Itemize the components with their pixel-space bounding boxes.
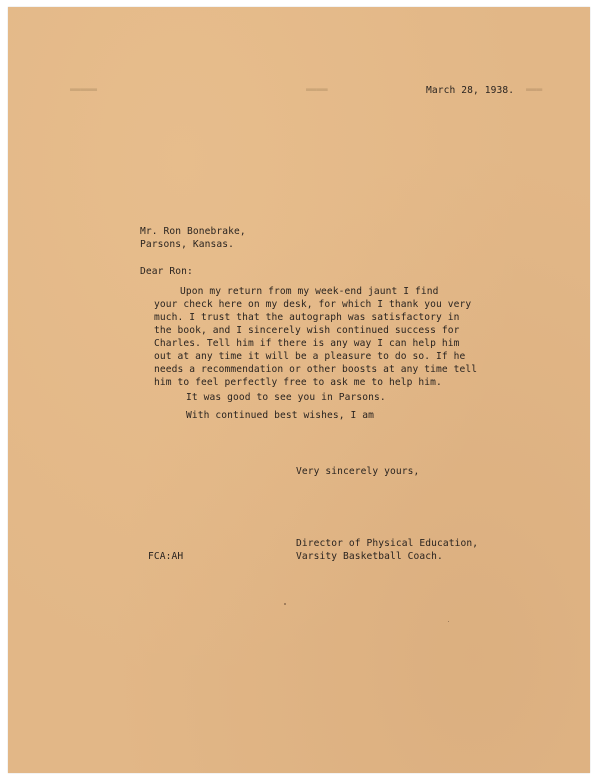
body-line: out at any time it will be a pleasure to do so. If he: [154, 351, 466, 362]
letter-date: March 28, 1938.: [426, 85, 515, 96]
letter-paper: [8, 7, 590, 773]
body-line: needs a recommendation or other boosts at any time tell: [154, 364, 478, 375]
recipient-name: Mr. Ron Bonebrake,: [140, 226, 246, 237]
body-paragraph-3: With continued best wishes, I am: [186, 410, 375, 421]
body-paragraph-2: It was good to see you in Parsons.: [186, 392, 386, 403]
bleed-through-mark: ▬▬▬▬: [306, 85, 328, 95]
body-line: much. I trust that the autograph was satisfactory in: [154, 312, 460, 323]
salutation: Dear Ron:: [140, 266, 193, 277]
typist-initials: FCA:AH: [148, 551, 184, 562]
body-line: Upon my return from my week-end jaunt I find: [180, 286, 439, 297]
recipient-city: Parsons, Kansas.: [140, 239, 235, 250]
body-line: Charles. Tell him if there is any way I can help him: [154, 338, 460, 349]
closing: Very sincerely yours,: [296, 466, 420, 477]
signature-title-line-2: Varsity Basketball Coach.: [296, 551, 443, 562]
body-line: him to feel perfectly free to ask me to help him.: [154, 377, 442, 388]
signature-title-line-1: Director of Physical Education,: [296, 538, 479, 549]
body-line: the book, and I sincerely wish continued success for: [154, 325, 460, 336]
paper-speck: [284, 603, 286, 605]
body-line: your check here on my desk, for which I thank you very: [154, 299, 472, 310]
bleed-through-mark: ▬▬▬: [526, 85, 543, 95]
bleed-through-mark: ▬▬▬▬▬: [70, 85, 98, 95]
paper-speck: [448, 621, 449, 622]
